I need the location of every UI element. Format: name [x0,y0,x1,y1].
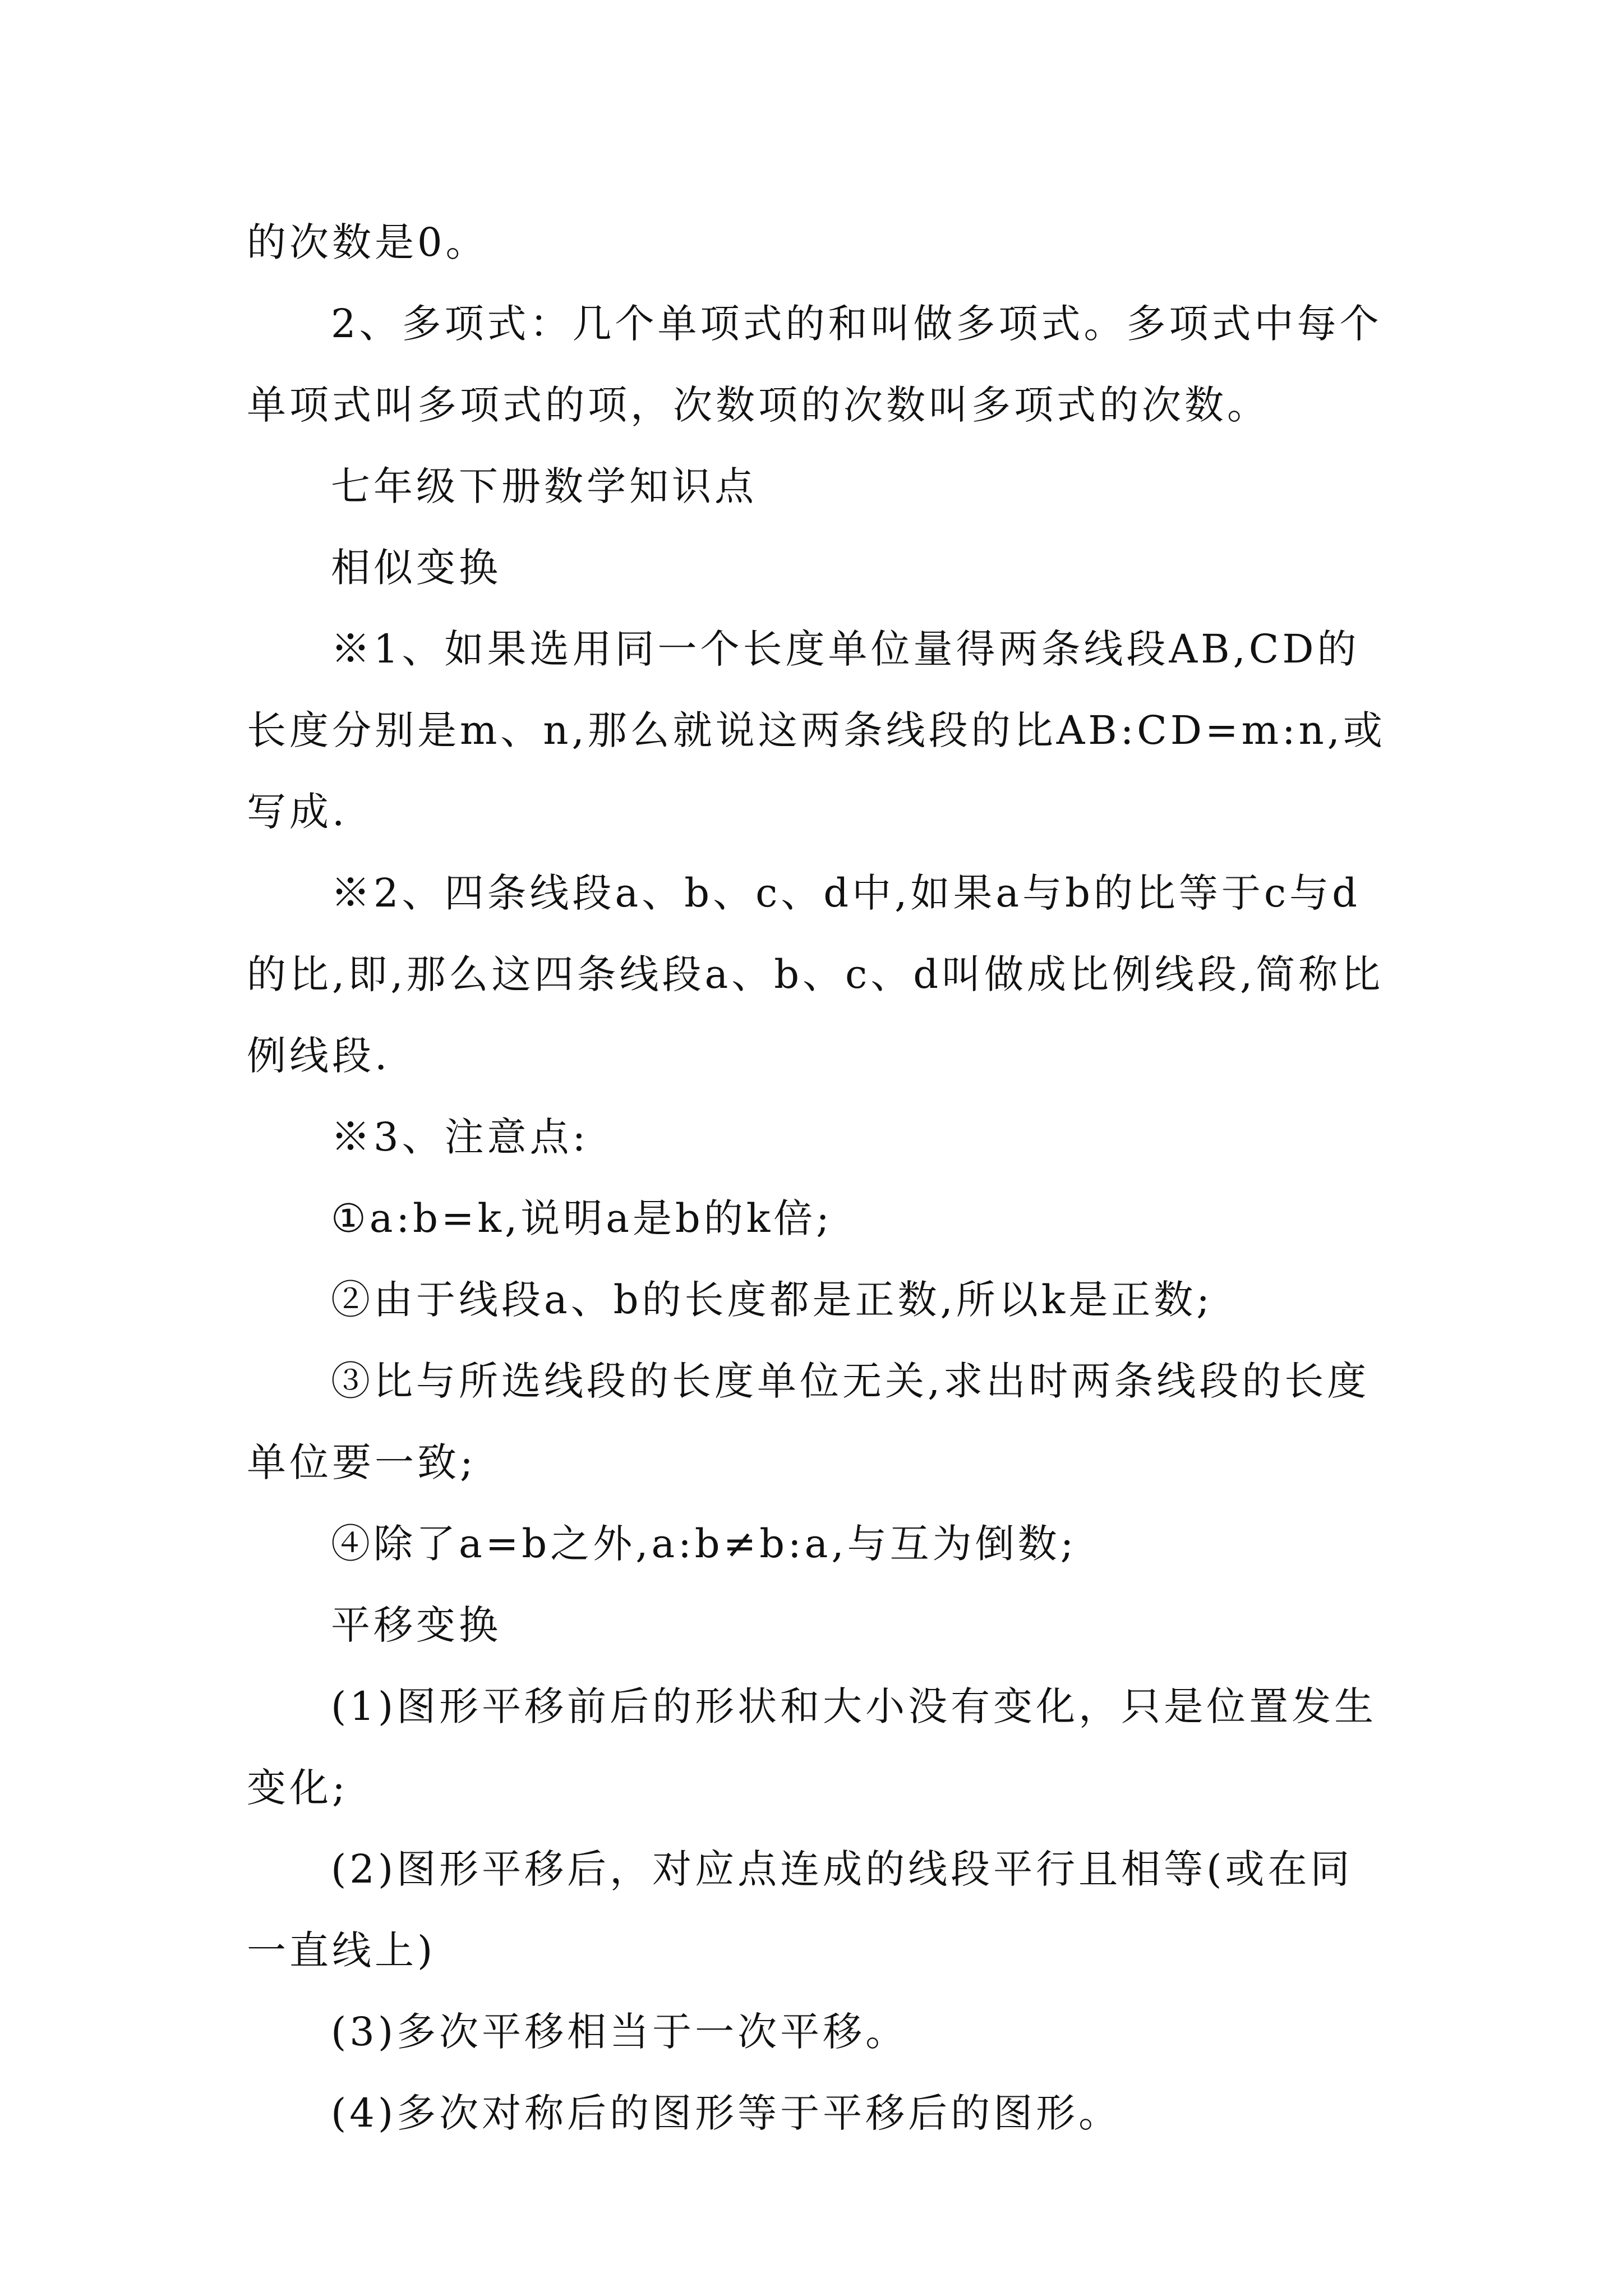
translation-item-2: (2)图形平移后，对应点连成的线段平行且相等(或在同一直线上) [247,1846,1353,1973]
paragraph-continuation: 的次数是0。 [247,219,488,265]
section-heading-grade7: 七年级下册数学知识点 [331,463,757,509]
paragraph-polynomial-definition: 2、多项式：几个单项式的和叫做多项式。多项式中每个单项式叫多项式的项，次数项的次数叫多项式的次数。 [247,301,1382,428]
translation-item-1: (1)图形平移前后的形状和大小没有变化，只是位置发生变化; [247,1683,1377,1811]
document-body [247,202,1391,2154]
subheading-translation-transform: 平移变换 [331,1602,501,1648]
subheading-similarity-transform: 相似变换 [331,545,501,591]
translation-item-4: (4)多次对称后的图形等于平移后的图形。 [331,2090,1122,2136]
note-item-4: ④除了a=b之外,a:b≠b:a,与互为倒数; [331,1521,1077,1567]
paragraph-notes-heading: ※3、注意点: [331,1114,589,1160]
paragraph-ratio-definition: ※1、如果选用同一个长度单位量得两条线段AB,CD的长度分别是m、n,那么就说这两条线段的比AB:CD=m:n,或写成. [247,626,1386,835]
paragraph-proportional-segments: ※2、四条线段a、b、c、d中,如果a与b的比等于c与d的比,即,那么这四条线段a、b、c、d叫做成比例线段,简称比例线段. [247,870,1384,1079]
translation-item-3: (3)多次平移相当于一次平移。 [331,2009,909,2055]
note-item-1: ①a:b=k,说明a是b的k倍; [331,1195,833,1241]
note-item-3: ③比与所选线段的长度单位无关,求出时两条线段的长度单位要一致; [247,1358,1370,1485]
note-item-2: ②由于线段a、b的长度都是正数,所以k是正数; [331,1277,1213,1323]
